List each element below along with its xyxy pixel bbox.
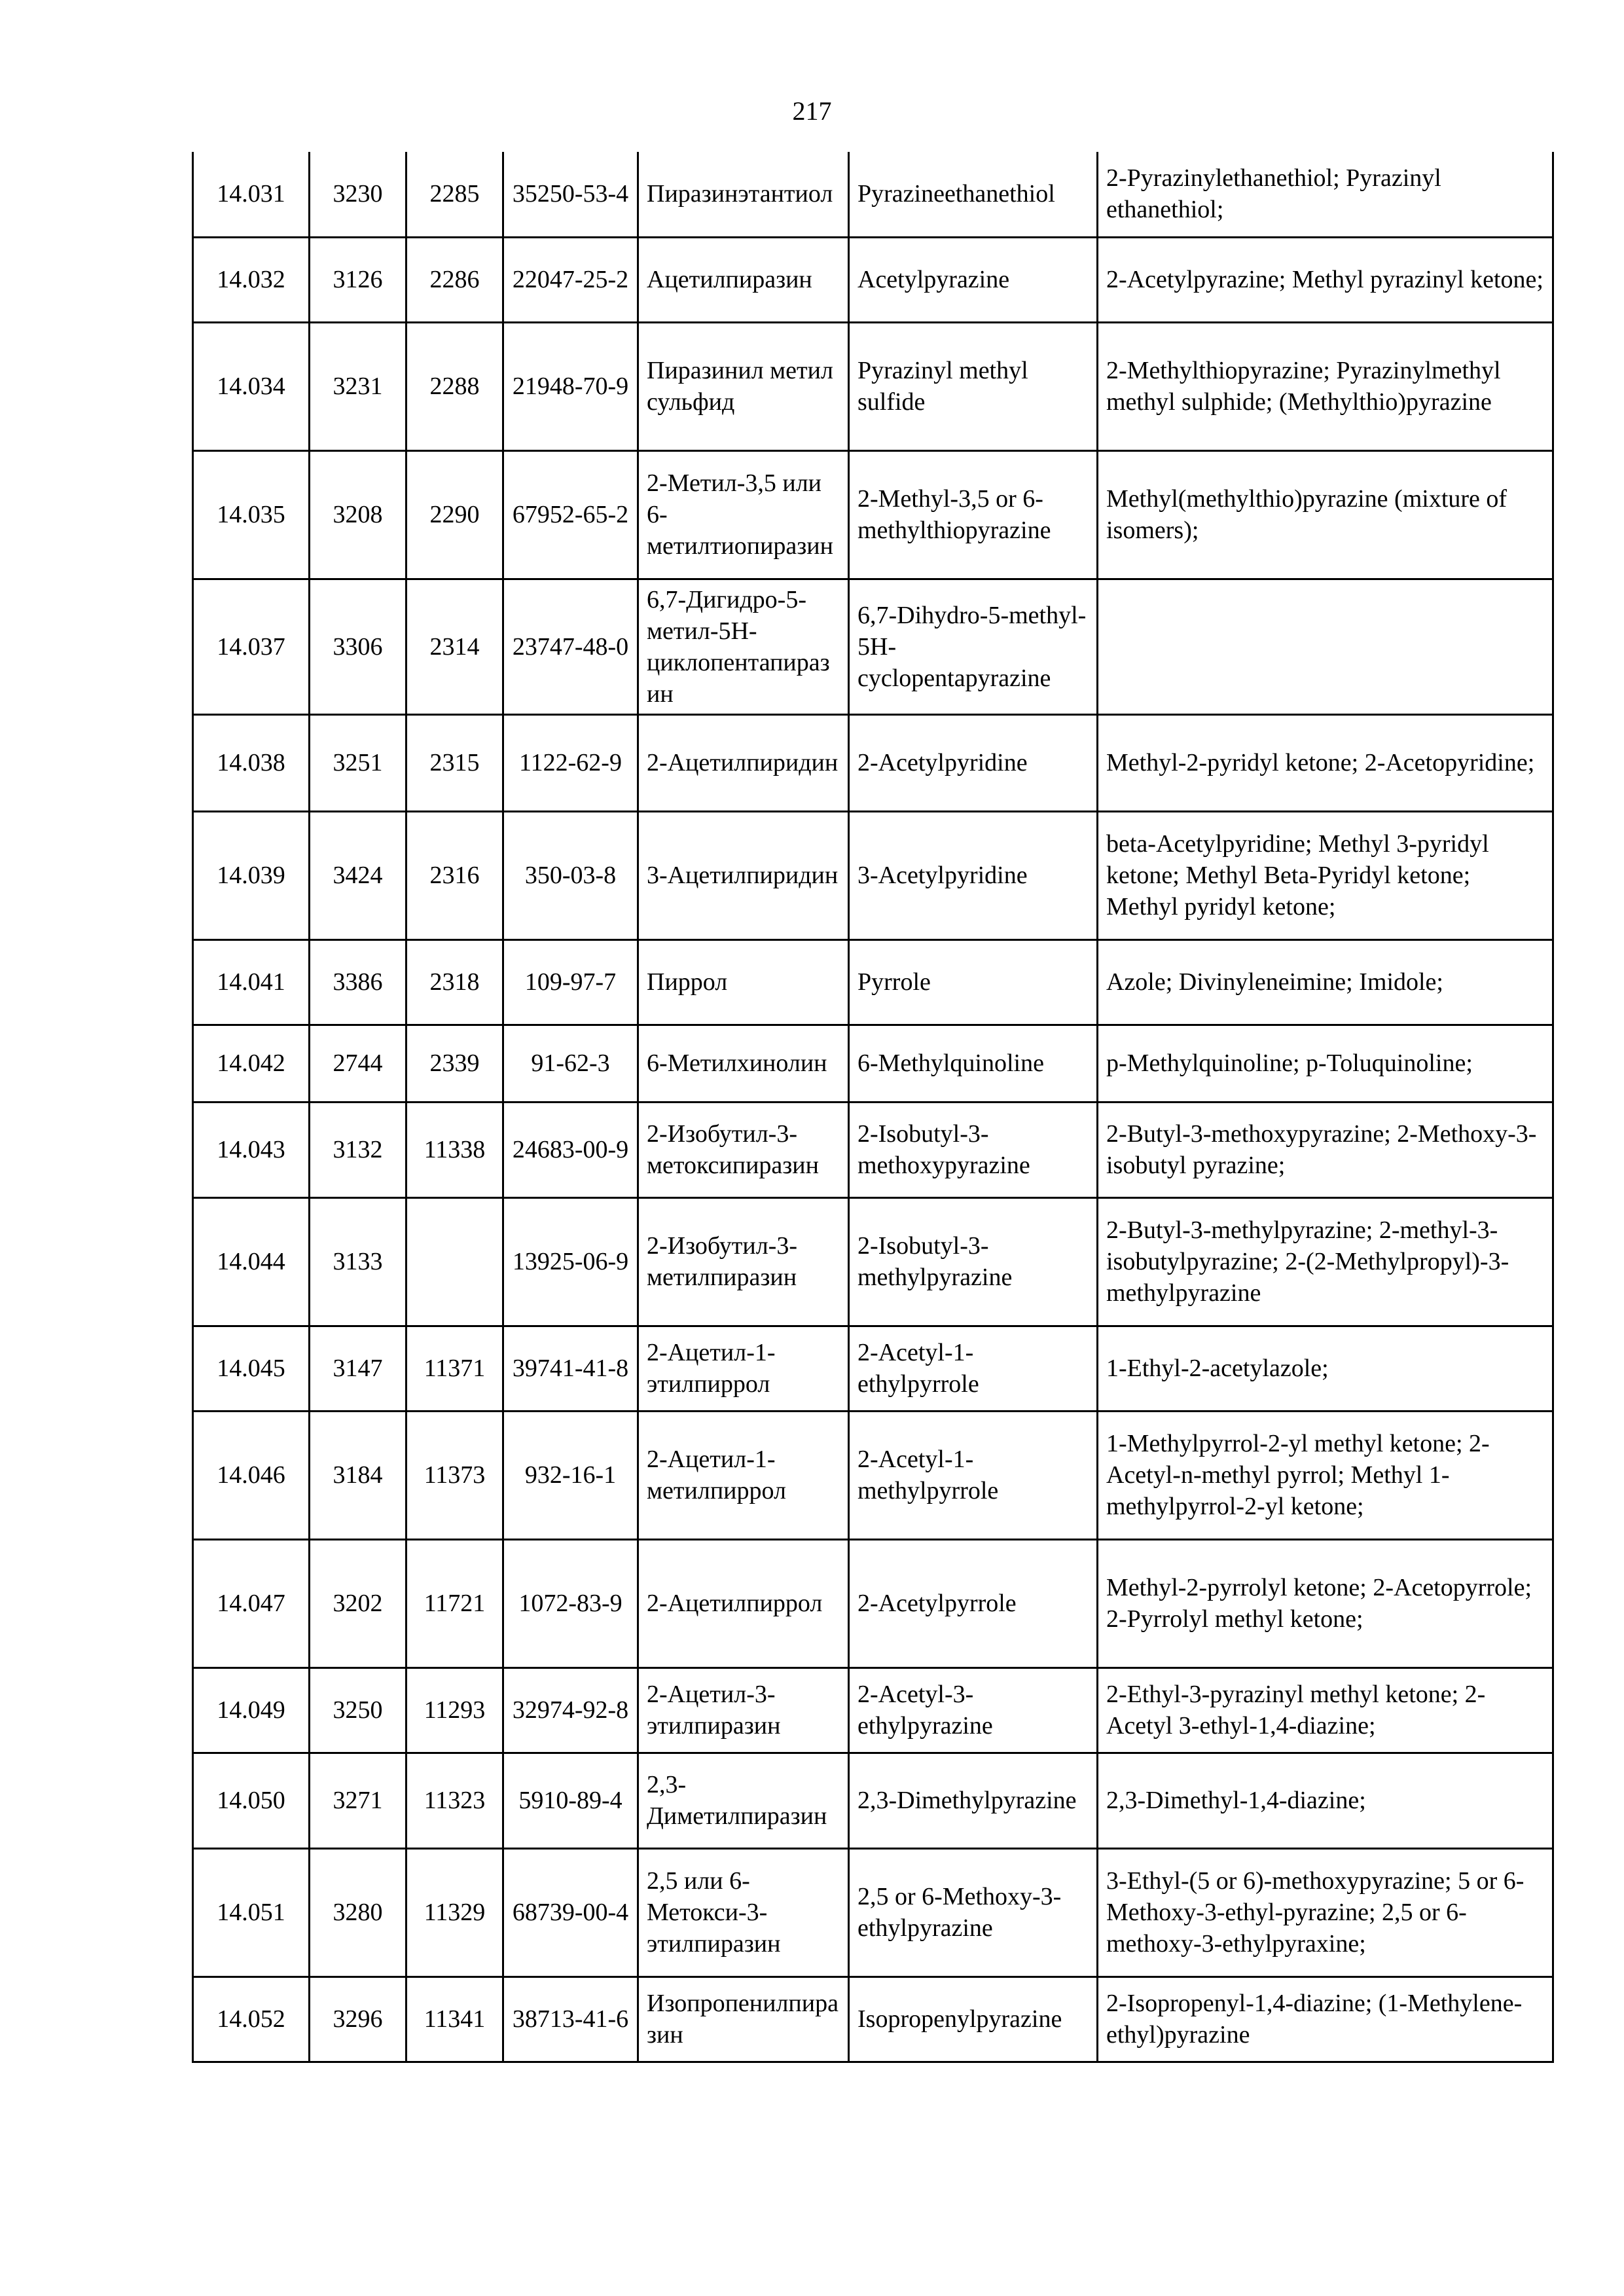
synonyms-cell: 2-Methylthiopyrazine; Pyrazinylmethyl methyl sulphide; (Methylthio)pyrazine xyxy=(1098,322,1553,450)
russian-name-cell: 2-Метил-3,5 или 6-метилтиопиразин xyxy=(638,450,849,579)
cas-number-cell: 39741-41-8 xyxy=(503,1326,638,1411)
coe-number-cell: 11721 xyxy=(406,1539,503,1667)
synonyms-cell: Methyl-2-pyridyl ketone; 2-Acetopyridine; xyxy=(1098,714,1553,811)
fema-number-cell: 3133 xyxy=(310,1197,406,1326)
cas-number-cell: 23747-48-0 xyxy=(503,579,638,714)
coe-number-cell: 2315 xyxy=(406,714,503,811)
english-name-cell: 6,7-Dihydro-5-methyl-5H-cyclopentapyrazine xyxy=(849,579,1098,714)
flavouring-substances-table xyxy=(192,152,1554,2063)
cas-number-cell: 67952-65-2 xyxy=(503,450,638,579)
russian-name-cell: Ацетилпиразин xyxy=(638,237,849,322)
table-row xyxy=(193,1667,1553,1753)
table-row xyxy=(193,1848,1553,1977)
code-cell: 14.052 xyxy=(193,1977,310,2062)
cas-number-cell: 68739-00-4 xyxy=(503,1848,638,1977)
table-body xyxy=(193,152,1553,2062)
table-row xyxy=(193,1102,1553,1197)
english-name-cell: Pyrazineethanethiol xyxy=(849,152,1098,237)
code-cell: 14.035 xyxy=(193,450,310,579)
english-name-cell: 3-Acetylpyridine xyxy=(849,811,1098,939)
russian-name-cell: Изопропенилпиразин xyxy=(638,1977,849,2062)
english-name-cell: 2-Acetylpyridine xyxy=(849,714,1098,811)
cas-number-cell: 91-62-3 xyxy=(503,1025,638,1102)
code-cell: 14.034 xyxy=(193,322,310,450)
table-row xyxy=(193,811,1553,939)
cas-number-cell: 5910-89-4 xyxy=(503,1753,638,1848)
russian-name-cell: 2-Ацетил-1-метилпиррол xyxy=(638,1411,849,1539)
coe-number-cell xyxy=(406,1197,503,1326)
english-name-cell: 2-Acetylpyrrole xyxy=(849,1539,1098,1667)
cas-number-cell: 350-03-8 xyxy=(503,811,638,939)
coe-number-cell: 11329 xyxy=(406,1848,503,1977)
cas-number-cell: 35250-53-4 xyxy=(503,152,638,237)
russian-name-cell: 6-Метилхинолин xyxy=(638,1025,849,1102)
cas-number-cell: 13925-06-9 xyxy=(503,1197,638,1326)
synonyms-cell: Azole; Divinyleneimine; Imidole; xyxy=(1098,939,1553,1025)
russian-name-cell: 2,5 или 6-Метокси-3-этилпиразин xyxy=(638,1848,849,1977)
synonyms-cell: 1-Ethyl-2-acetylazole; xyxy=(1098,1326,1553,1411)
russian-name-cell: 2-Ацетил-1-этилпиррол xyxy=(638,1326,849,1411)
coe-number-cell: 2285 xyxy=(406,152,503,237)
coe-number-cell: 2314 xyxy=(406,579,503,714)
code-cell: 14.041 xyxy=(193,939,310,1025)
coe-number-cell: 2318 xyxy=(406,939,503,1025)
coe-number-cell: 2339 xyxy=(406,1025,503,1102)
english-name-cell: 2,5 or 6-Methoxy-3-ethylpyrazine xyxy=(849,1848,1098,1977)
russian-name-cell: 2-Ацетилпиррол xyxy=(638,1539,849,1667)
code-cell: 14.049 xyxy=(193,1667,310,1753)
fema-number-cell: 3208 xyxy=(310,450,406,579)
code-cell: 14.045 xyxy=(193,1326,310,1411)
russian-name-cell: Пиррол xyxy=(638,939,849,1025)
coe-number-cell: 2290 xyxy=(406,450,503,579)
russian-name-cell: 2-Изобутил-3-метоксипиразин xyxy=(638,1102,849,1197)
coe-number-cell: 2288 xyxy=(406,322,503,450)
english-name-cell: Pyrazinyl methyl sulfide xyxy=(849,322,1098,450)
russian-name-cell: 2-Ацетилпиридин xyxy=(638,714,849,811)
coe-number-cell: 2316 xyxy=(406,811,503,939)
cas-number-cell: 21948-70-9 xyxy=(503,322,638,450)
fema-number-cell: 3280 xyxy=(310,1848,406,1977)
english-name-cell: Pyrrole xyxy=(849,939,1098,1025)
code-cell: 14.042 xyxy=(193,1025,310,1102)
code-cell: 14.032 xyxy=(193,237,310,322)
synonyms-cell: p-Methylquinoline; p-Toluquinoline; xyxy=(1098,1025,1553,1102)
coe-number-cell: 11371 xyxy=(406,1326,503,1411)
table-row xyxy=(193,237,1553,322)
synonyms-cell: Methyl-2-pyrrolyl ketone; 2-Acetopyrrole; 2-Pyrrolyl methyl ketone; xyxy=(1098,1539,1553,1667)
coe-number-cell: 11293 xyxy=(406,1667,503,1753)
code-cell: 14.046 xyxy=(193,1411,310,1539)
cas-number-cell: 24683-00-9 xyxy=(503,1102,638,1197)
fema-number-cell: 3424 xyxy=(310,811,406,939)
fema-number-cell: 3250 xyxy=(310,1667,406,1753)
coe-number-cell: 11338 xyxy=(406,1102,503,1197)
fema-number-cell: 3306 xyxy=(310,579,406,714)
cas-number-cell: 932-16-1 xyxy=(503,1411,638,1539)
synonyms-cell: beta-Acetylpyridine; Methyl 3-pyridyl ketone; Methyl Beta-Pyridyl ketone; Methyl pyridyl ketone; xyxy=(1098,811,1553,939)
synonyms-cell: Methyl(methylthio)pyrazine (mixture of isomers); xyxy=(1098,450,1553,579)
english-name-cell: 2-Isobutyl-3-methoxypyrazine xyxy=(849,1102,1098,1197)
table-row xyxy=(193,1977,1553,2062)
cas-number-cell: 22047-25-2 xyxy=(503,237,638,322)
table-row xyxy=(193,152,1553,237)
code-cell: 14.039 xyxy=(193,811,310,939)
english-name-cell: 2,3-Dimethylpyrazine xyxy=(849,1753,1098,1848)
fema-number-cell: 3386 xyxy=(310,939,406,1025)
synonyms-cell: 2-Acetylpyrazine; Methyl pyrazinyl ketone; xyxy=(1098,237,1553,322)
table-row xyxy=(193,450,1553,579)
table-row xyxy=(193,714,1553,811)
table-row xyxy=(193,1539,1553,1667)
english-name-cell: 2-Acetyl-1-ethylpyrrole xyxy=(849,1326,1098,1411)
coe-number-cell: 2286 xyxy=(406,237,503,322)
fema-number-cell: 3251 xyxy=(310,714,406,811)
synonyms-cell: 2-Butyl-3-methylpyrazine; 2-methyl-3-isobutylpyrazine; 2-(2-Methylpropyl)-3-methylpyrazine xyxy=(1098,1197,1553,1326)
cas-number-cell: 1122-62-9 xyxy=(503,714,638,811)
russian-name-cell: Пиразинил метил сульфид xyxy=(638,322,849,450)
code-cell: 14.031 xyxy=(193,152,310,237)
synonyms-cell: 2-Ethyl-3-pyrazinyl methyl ketone; 2-Acetyl 3-ethyl-1,4-diazine; xyxy=(1098,1667,1553,1753)
fema-number-cell: 3296 xyxy=(310,1977,406,2062)
cas-number-cell: 1072-83-9 xyxy=(503,1539,638,1667)
fema-number-cell: 3126 xyxy=(310,237,406,322)
page-number: 217 xyxy=(792,96,832,126)
fema-number-cell: 3132 xyxy=(310,1102,406,1197)
russian-name-cell: 2-Ацетил-3-этилпиразин xyxy=(638,1667,849,1753)
russian-name-cell: 2,3-Диметилпиразин xyxy=(638,1753,849,1848)
cas-number-cell: 38713-41-6 xyxy=(503,1977,638,2062)
fema-number-cell: 3271 xyxy=(310,1753,406,1848)
code-cell: 14.044 xyxy=(193,1197,310,1326)
code-cell: 14.037 xyxy=(193,579,310,714)
english-name-cell: 2-Isobutyl-3-methylpyrazine xyxy=(849,1197,1098,1326)
english-name-cell: 2-Acetyl-3-ethylpyrazine xyxy=(849,1667,1098,1753)
table-row xyxy=(193,1326,1553,1411)
cas-number-cell: 32974-92-8 xyxy=(503,1667,638,1753)
code-cell: 14.051 xyxy=(193,1848,310,1977)
fema-number-cell: 3147 xyxy=(310,1326,406,1411)
code-cell: 14.047 xyxy=(193,1539,310,1667)
russian-name-cell: 2-Изобутил-3-метилпиразин xyxy=(638,1197,849,1326)
english-name-cell: Isopropenylpyrazine xyxy=(849,1977,1098,2062)
russian-name-cell: Пиразинэтантиол xyxy=(638,152,849,237)
russian-name-cell: 6,7-Дигидро-5-метил-5H-циклопентапиразин xyxy=(638,579,849,714)
code-cell: 14.038 xyxy=(193,714,310,811)
synonyms-cell: 2-Butyl-3-methoxypyrazine; 2-Methoxy-3-isobutyl pyrazine; xyxy=(1098,1102,1553,1197)
coe-number-cell: 11373 xyxy=(406,1411,503,1539)
code-cell: 14.050 xyxy=(193,1753,310,1848)
english-name-cell: 2-Methyl-3,5 or 6-methylthiopyrazine xyxy=(849,450,1098,579)
coe-number-cell: 11341 xyxy=(406,1977,503,2062)
coe-number-cell: 11323 xyxy=(406,1753,503,1848)
synonyms-cell: 3-Ethyl-(5 or 6)-methoxypyrazine; 5 or 6-Methoxy-3-ethyl-pyrazine; 2,5 or 6-methoxy-3-ethylpyraxine; xyxy=(1098,1848,1553,1977)
fema-number-cell: 3230 xyxy=(310,152,406,237)
table-row xyxy=(193,579,1553,714)
table-row xyxy=(193,1197,1553,1326)
table-row xyxy=(193,1411,1553,1539)
fema-number-cell: 3184 xyxy=(310,1411,406,1539)
synonyms-cell: 1-Methylpyrrol-2-yl methyl ketone; 2-Acetyl-n-methyl pyrrol; Methyl 1-methylpyrrol-2-yl ketone; xyxy=(1098,1411,1553,1539)
synonyms-cell: 2,3-Dimethyl-1,4-diazine; xyxy=(1098,1753,1553,1848)
code-cell: 14.043 xyxy=(193,1102,310,1197)
table-row xyxy=(193,322,1553,450)
fema-number-cell: 2744 xyxy=(310,1025,406,1102)
synonyms-cell: 2-Pyrazinylethanethiol; Pyrazinyl ethanethiol; xyxy=(1098,152,1553,237)
fema-number-cell: 3231 xyxy=(310,322,406,450)
fema-number-cell: 3202 xyxy=(310,1539,406,1667)
table-row xyxy=(193,939,1553,1025)
cas-number-cell: 109-97-7 xyxy=(503,939,638,1025)
table-row xyxy=(193,1753,1553,1848)
english-name-cell: 6-Methylquinoline xyxy=(849,1025,1098,1102)
synonyms-cell: 2-Isopropenyl-1,4-diazine; (1-Methylene-ethyl)pyrazine xyxy=(1098,1977,1553,2062)
synonyms-cell xyxy=(1098,579,1553,714)
russian-name-cell: 3-Ацетилпиридин xyxy=(638,811,849,939)
english-name-cell: Acetylpyrazine xyxy=(849,237,1098,322)
english-name-cell: 2-Acetyl-1-methylpyrrole xyxy=(849,1411,1098,1539)
table-row xyxy=(193,1025,1553,1102)
